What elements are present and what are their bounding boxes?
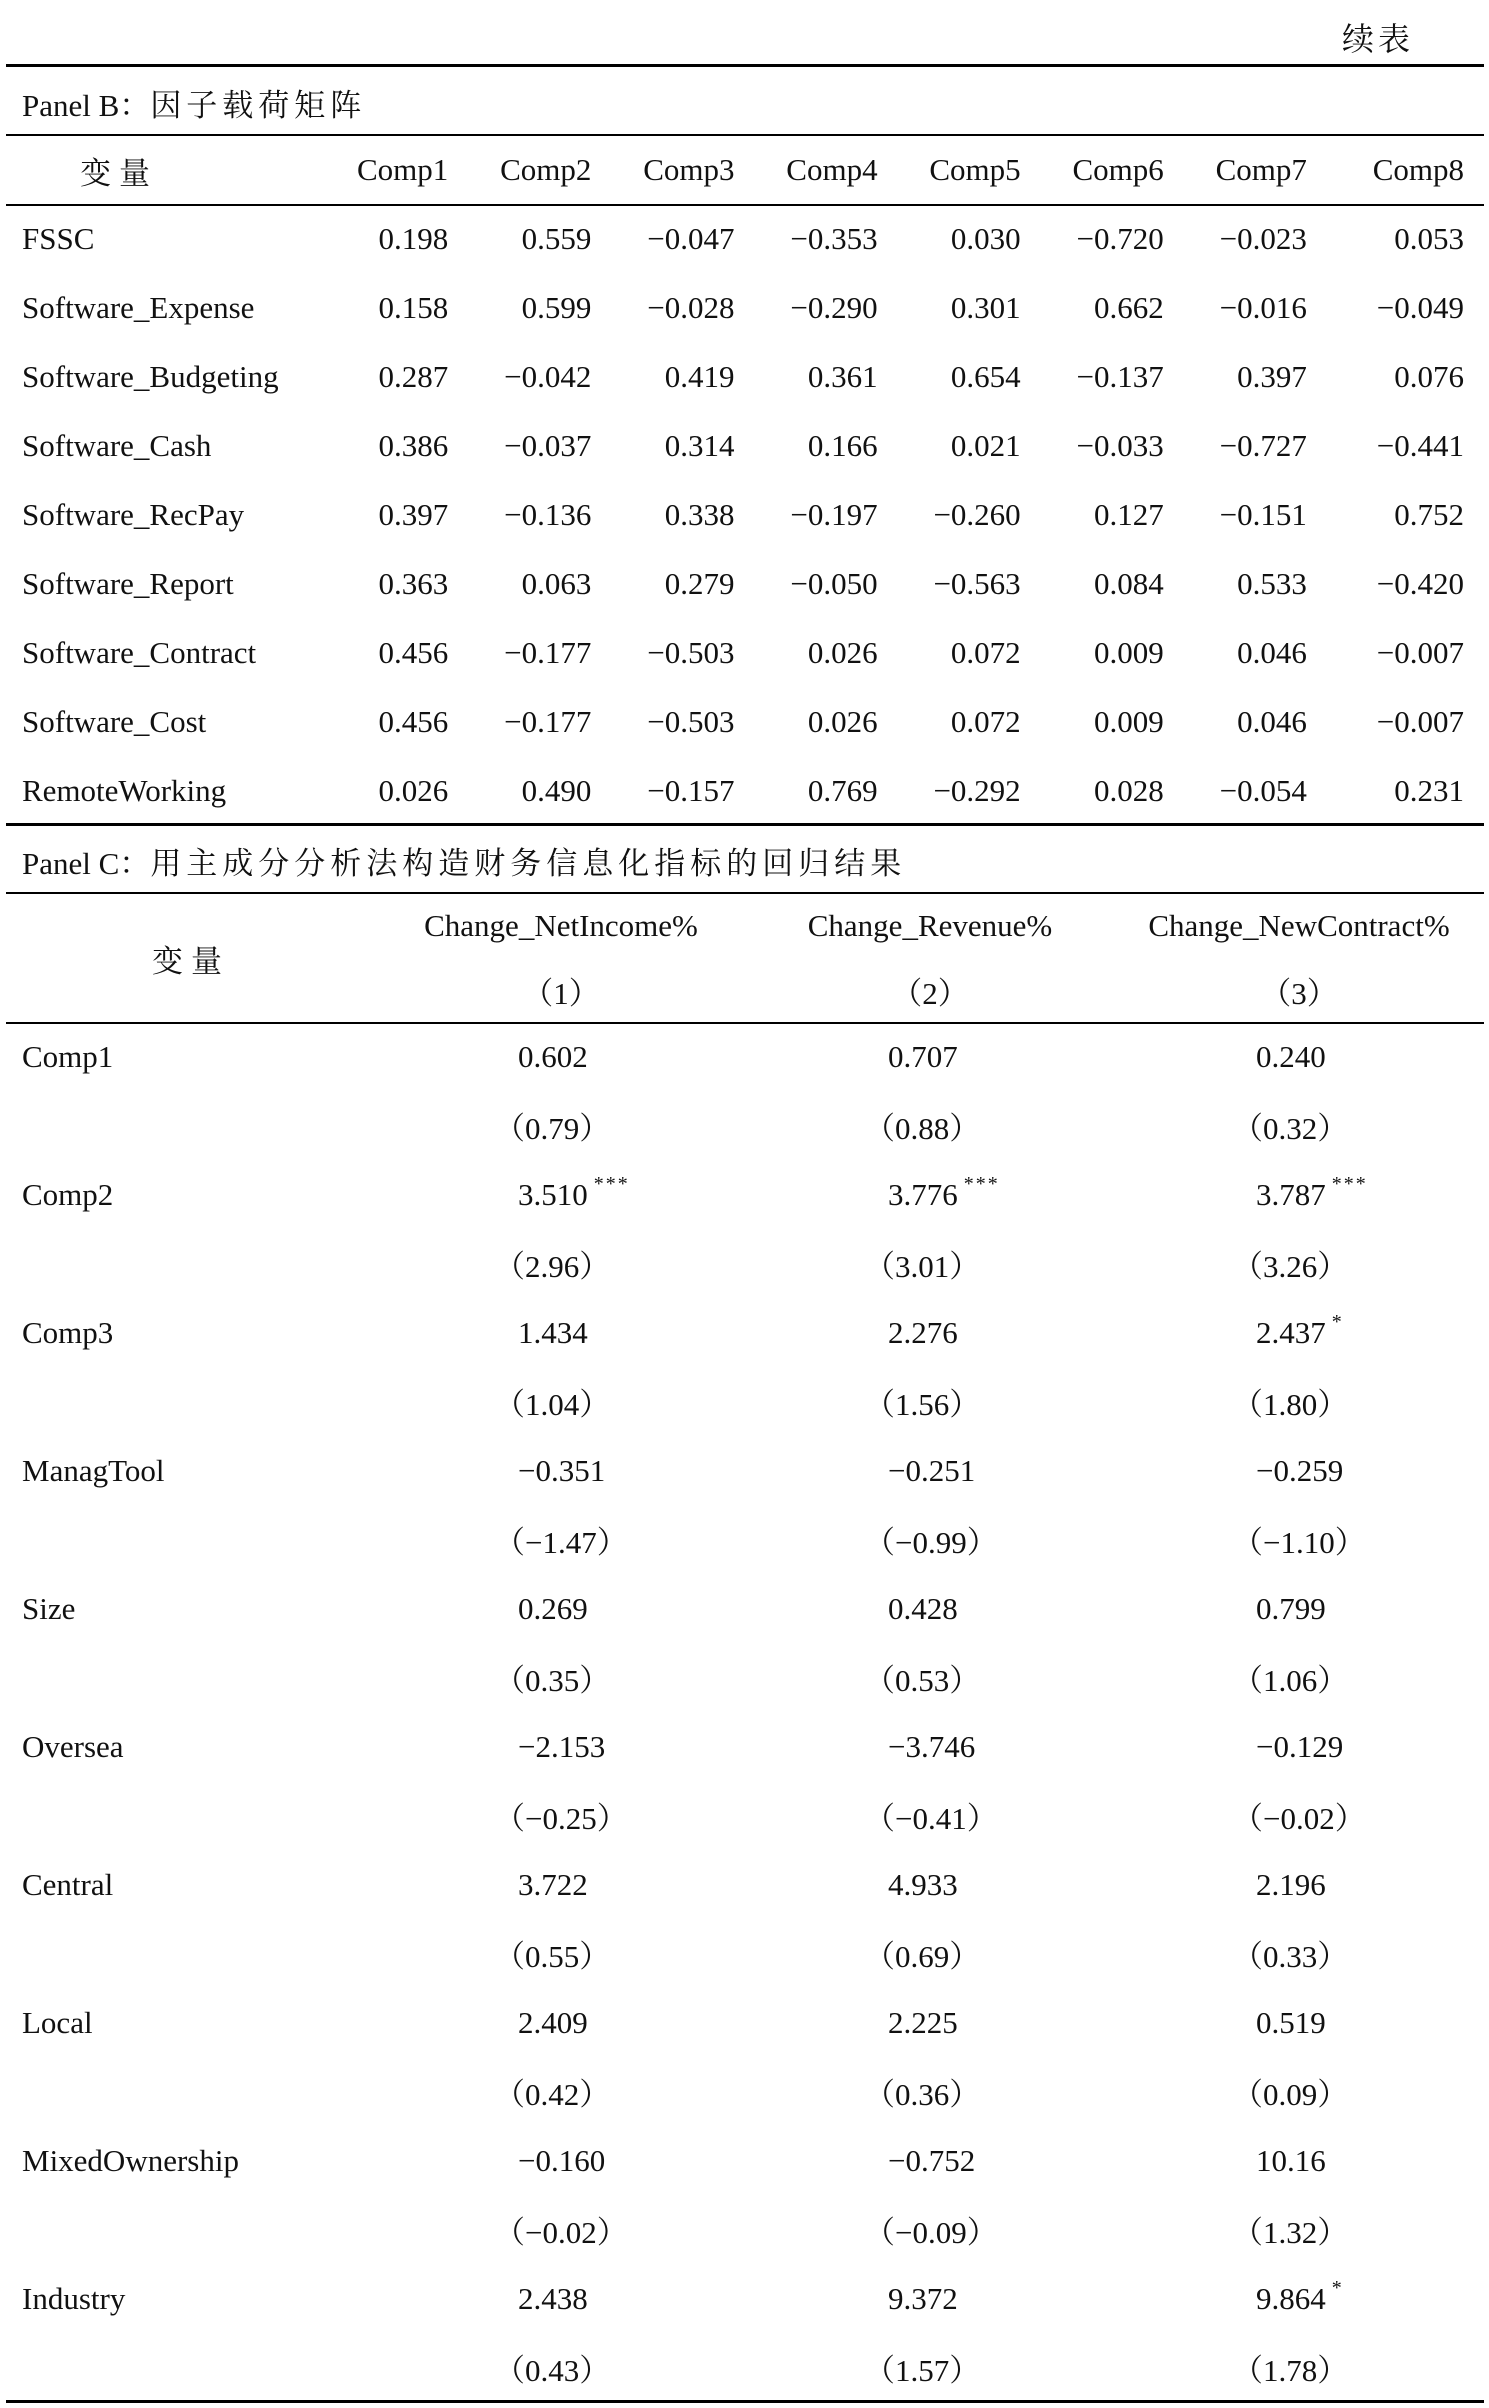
coefficient-value: 3.510	[518, 1176, 588, 1212]
coefficient-value: 0.707	[888, 1038, 958, 1074]
coefficient-cell	[746, 1022, 1114, 1091]
coefficient-row	[6, 1022, 1484, 1091]
t-statistic-cell: （0.09）	[1232, 2077, 1349, 2112]
t-statistic-cell: （−1.47）	[494, 1525, 628, 1560]
coefficient-cell	[376, 1574, 746, 1643]
t-statistic-cell: （0.36）	[864, 2077, 981, 2112]
continued-label: 续表	[1341, 21, 1414, 57]
coefficient-value: −0.351	[518, 1452, 606, 1488]
top-rule	[6, 64, 1484, 67]
t-statistic-cell: （−0.41）	[864, 1801, 998, 1836]
coefficient-row	[6, 1988, 1484, 2057]
t-statistic-row	[6, 2333, 1484, 2402]
table-row	[6, 273, 1484, 342]
row-variable-name: Software_Budgeting	[22, 358, 279, 394]
coefficient-row	[6, 1298, 1484, 1367]
t-statistic-cell: （0.43）	[494, 2353, 611, 2388]
t-statistic-cell: （0.79）	[494, 1111, 611, 1146]
loading-cell: −0.197	[790, 496, 878, 532]
significance-stars: *	[1331, 2276, 1344, 2299]
panel-c-col-name: Change_NetIncome%	[424, 908, 698, 943]
loading-cell: −0.420	[1376, 565, 1464, 601]
t-statistic-cell: （−0.02）	[494, 2215, 628, 2250]
loading-cell: 0.314	[664, 427, 735, 463]
panel-b-title	[22, 80, 366, 125]
t-statistic-cell: （0.55）	[494, 1939, 611, 1974]
coefficient-value: −0.752	[888, 2142, 976, 2178]
bottom-rule	[6, 2400, 1484, 2403]
coefficient-value: −0.160	[518, 2142, 606, 2178]
panel-b-subheader-rule	[6, 204, 1484, 206]
coefficient-value: 4.933	[888, 1866, 958, 1902]
significance-stars: ***	[963, 1172, 1000, 1195]
t-statistic-row	[6, 1505, 1484, 1574]
loading-cell: −0.054	[1219, 772, 1307, 808]
coefficient-value: 3.787	[1256, 1176, 1326, 1212]
blank-cell	[6, 1091, 376, 1160]
panel-b-title-text: 因子载荷矩阵	[150, 88, 367, 123]
loading-cell: −0.037	[504, 427, 592, 463]
loading-cell: 0.009	[1094, 703, 1164, 739]
coefficient-value: 2.409	[518, 2004, 588, 2040]
loading-cell: 0.026	[807, 703, 878, 739]
coefficient-cell	[1114, 1988, 1484, 2057]
panel-c-body	[6, 1022, 1484, 2402]
row-variable-name: MixedOwnership	[22, 2142, 239, 2178]
t-statistic-cell: （0.69）	[864, 1939, 981, 1974]
row-variable-name: Central	[22, 1866, 114, 1902]
loading-cell: −0.007	[1376, 634, 1464, 670]
loading-cell: 0.456	[378, 634, 449, 670]
blank-cell	[6, 2195, 376, 2264]
loading-cell: 0.084	[1094, 565, 1164, 601]
loading-cell: −0.290	[790, 289, 878, 325]
coefficient-value: −0.129	[1256, 1728, 1344, 1764]
loading-cell: 0.076	[1394, 358, 1464, 394]
loading-cell: 0.490	[521, 772, 592, 808]
loading-cell: 0.279	[664, 565, 735, 601]
coefficient-row	[6, 2126, 1484, 2195]
t-statistic-cell: （2.96）	[494, 1249, 611, 1284]
t-statistic-cell: （1.32）	[1232, 2215, 1349, 2250]
coefficient-cell	[746, 1436, 1114, 1505]
coefficient-value: −0.259	[1256, 1452, 1344, 1488]
blank-cell	[6, 2057, 376, 2126]
loading-cell: −0.047	[647, 220, 735, 256]
loading-cell: 0.752	[1394, 496, 1464, 532]
coefficient-cell	[746, 1712, 1114, 1781]
t-statistic-cell: （0.42）	[494, 2077, 611, 2112]
t-statistic-cell: （0.88）	[864, 1111, 981, 1146]
coefficient-value: 2.196	[1256, 1866, 1326, 1902]
factor-loading-table	[6, 136, 1484, 825]
loading-cell: −0.151	[1219, 496, 1307, 532]
row-variable-name: Oversea	[22, 1728, 124, 1764]
row-variable-name: Software_RecPay	[22, 496, 245, 532]
coefficient-value: 2.438	[518, 2280, 588, 2316]
coefficient-value: 0.240	[1256, 1038, 1326, 1074]
row-variable-name: Comp1	[22, 1038, 114, 1074]
coefficient-cell	[376, 1850, 746, 1919]
coefficient-cell	[1114, 1022, 1484, 1091]
panel-c-var-header: 变量	[152, 943, 230, 979]
panel-c-col-number: （3）	[1260, 975, 1338, 1011]
row-variable-name: Size	[22, 1590, 76, 1626]
t-statistic-cell: （3.26）	[1232, 1249, 1349, 1284]
t-statistic-cell: （1.57）	[864, 2353, 981, 2388]
loading-cell: 0.662	[1094, 289, 1164, 325]
loading-cell: 0.026	[807, 634, 878, 670]
loading-cell: 0.386	[378, 427, 449, 463]
t-statistic-row	[6, 1781, 1484, 1850]
row-variable-name: Local	[22, 2004, 93, 2040]
panel-b-bottom-rule	[6, 823, 1484, 826]
blank-cell	[6, 1367, 376, 1436]
coefficient-cell	[1114, 1712, 1484, 1781]
loading-cell: −0.563	[933, 565, 1021, 601]
t-statistic-row	[6, 2195, 1484, 2264]
regression-results-table	[6, 894, 1484, 2402]
row-variable-name: Comp2	[22, 1176, 114, 1212]
coefficient-cell	[376, 1022, 746, 1091]
table-row	[6, 204, 1484, 273]
loading-cell: 0.166	[807, 427, 878, 463]
panel-c-title	[22, 838, 906, 883]
loading-cell: 0.028	[1094, 772, 1164, 808]
coefficient-cell	[1114, 2126, 1484, 2195]
coefficient-cell	[1114, 1574, 1484, 1643]
loading-cell: −0.503	[647, 703, 735, 739]
loading-cell: 0.158	[378, 289, 449, 325]
loading-cell: 0.361	[807, 358, 878, 394]
coefficient-value: 1.434	[518, 1314, 588, 1350]
panel-b-col-header: Comp1	[357, 152, 449, 187]
panel-c-header-row	[6, 894, 1484, 958]
panel-c-prefix: Panel C：	[22, 846, 151, 881]
coefficient-value: 9.372	[888, 2280, 958, 2316]
panel-b-body	[6, 204, 1484, 825]
coefficient-value: 9.864	[1256, 2280, 1326, 2316]
coefficient-cell	[376, 2126, 746, 2195]
coefficient-cell	[376, 1160, 746, 1229]
coefficient-value: 0.799	[1256, 1590, 1326, 1626]
coefficient-value: 2.437	[1256, 1314, 1326, 1350]
panel-b-var-header: 变量	[80, 155, 159, 191]
t-statistic-row	[6, 1091, 1484, 1160]
loading-cell: −0.007	[1376, 703, 1464, 739]
t-statistic-cell: （−0.02）	[1232, 1801, 1366, 1836]
loading-cell: −0.177	[504, 634, 592, 670]
blank-cell	[6, 1781, 376, 1850]
row-variable-name: RemoteWorking	[22, 772, 227, 808]
t-statistic-cell: （−0.25）	[494, 1801, 628, 1836]
loading-cell: 0.030	[950, 220, 1021, 256]
t-statistic-row	[6, 1229, 1484, 1298]
blank-cell	[6, 2333, 376, 2402]
loading-cell: −0.028	[647, 289, 735, 325]
t-statistic-row	[6, 2057, 1484, 2126]
coefficient-cell	[746, 1160, 1114, 1229]
loading-cell: 0.363	[378, 565, 449, 601]
t-statistic-cell: （0.33）	[1232, 1939, 1349, 1974]
row-variable-name: Software_Report	[22, 565, 234, 601]
loading-cell: −0.050	[790, 565, 878, 601]
coefficient-cell	[1114, 1298, 1484, 1367]
coefficient-value: 0.602	[518, 1038, 588, 1074]
loading-cell: −0.136	[504, 496, 592, 532]
loading-cell: −0.023	[1219, 220, 1307, 256]
row-variable-name: Software_Cost	[22, 703, 207, 739]
coefficient-row	[6, 1850, 1484, 1919]
loading-cell: 0.053	[1394, 220, 1464, 256]
t-statistic-cell: （1.06）	[1232, 1663, 1349, 1698]
significance-stars: *	[1331, 1310, 1344, 1333]
coefficient-cell	[1114, 2264, 1484, 2333]
t-statistic-row	[6, 1643, 1484, 1712]
coefficient-cell	[376, 1436, 746, 1505]
loading-cell: −0.049	[1376, 289, 1464, 325]
coefficient-row	[6, 1436, 1484, 1505]
loading-cell: 0.301	[950, 289, 1021, 325]
coefficient-cell	[746, 1574, 1114, 1643]
loading-cell: −0.503	[647, 634, 735, 670]
loading-cell: −0.177	[504, 703, 592, 739]
blank-cell	[6, 1229, 376, 1298]
coefficient-value: 0.428	[888, 1590, 958, 1626]
loading-cell: 0.009	[1094, 634, 1164, 670]
coefficient-value: −3.746	[888, 1728, 976, 1764]
loading-cell: −0.260	[933, 496, 1021, 532]
panel-c-col-name: Change_Revenue%	[807, 908, 1053, 943]
coefficient-value: 2.225	[888, 2004, 958, 2040]
coefficient-cell	[746, 1988, 1114, 2057]
t-statistic-cell: （3.01）	[864, 1249, 981, 1284]
loading-cell: 0.063	[521, 565, 592, 601]
coefficient-value: −2.153	[518, 1728, 606, 1764]
significance-stars: ***	[1331, 1172, 1368, 1195]
row-variable-name: Industry	[22, 2280, 126, 2316]
panel-b-col-header: Comp2	[500, 152, 592, 187]
panel-c-title-text: 用主成分分析法构造财务信息化指标的回归结果	[150, 846, 907, 881]
coefficient-cell	[376, 1988, 746, 2057]
loading-cell: 0.046	[1237, 634, 1307, 670]
loading-cell: −0.720	[1076, 220, 1164, 256]
coefficient-row	[6, 2264, 1484, 2333]
t-statistic-cell: （0.32）	[1232, 1111, 1349, 1146]
loading-cell: −0.353	[790, 220, 878, 256]
loading-cell: 0.397	[1237, 358, 1307, 394]
blank-cell	[6, 1643, 376, 1712]
loading-cell: −0.016	[1219, 289, 1307, 325]
coefficient-cell	[376, 2264, 746, 2333]
row-variable-name: FSSC	[22, 220, 95, 256]
coefficient-value: 0.269	[518, 1590, 588, 1626]
loading-cell: 0.559	[521, 220, 592, 256]
coefficient-cell	[746, 2126, 1114, 2195]
coefficient-value: 3.776	[888, 1176, 958, 1212]
table-row	[6, 687, 1484, 756]
table-row	[6, 411, 1484, 480]
loading-cell: −0.441	[1376, 427, 1464, 463]
panel-b-col-header: Comp8	[1372, 152, 1464, 187]
panel-b-header-row	[6, 136, 1484, 204]
t-statistic-row	[6, 1919, 1484, 1988]
panel-c-col-name: Change_NewContract%	[1148, 908, 1450, 943]
loading-cell: 0.599	[521, 289, 592, 325]
loading-cell: 0.456	[378, 703, 449, 739]
loading-cell: −0.137	[1076, 358, 1164, 394]
t-statistic-row	[6, 1367, 1484, 1436]
loading-cell: 0.046	[1237, 703, 1307, 739]
coefficient-value: −0.251	[888, 1452, 976, 1488]
loading-cell: 0.127	[1094, 496, 1164, 532]
coefficient-row	[6, 1574, 1484, 1643]
t-statistic-cell: （1.04）	[494, 1387, 611, 1422]
loading-cell: 0.419	[664, 358, 735, 394]
coefficient-cell	[1114, 1436, 1484, 1505]
t-statistic-cell: （−0.99）	[864, 1525, 998, 1560]
blank-cell	[6, 1505, 376, 1574]
row-variable-name: Software_Contract	[22, 634, 257, 670]
t-statistic-cell: （0.53）	[864, 1663, 981, 1698]
table-row	[6, 549, 1484, 618]
loading-cell: 0.397	[378, 496, 449, 532]
panel-c-col-number: （1）	[522, 975, 600, 1011]
coefficient-cell	[1114, 1160, 1484, 1229]
table-row	[6, 756, 1484, 825]
loading-cell: −0.033	[1076, 427, 1164, 463]
table-row	[6, 342, 1484, 411]
loading-cell: 0.287	[378, 358, 449, 394]
coefficient-cell	[746, 1298, 1114, 1367]
panel-b-col-header: Comp5	[929, 152, 1021, 187]
loading-cell: 0.072	[950, 703, 1021, 739]
coefficient-value: 10.16	[1256, 2142, 1326, 2178]
panel-b-col-header: Comp3	[643, 152, 735, 187]
blank-cell	[6, 1919, 376, 1988]
coefficient-cell	[1114, 1850, 1484, 1919]
row-variable-name: Software_Expense	[22, 289, 255, 325]
coefficient-value: 2.276	[888, 1314, 958, 1350]
loading-cell: −0.727	[1219, 427, 1307, 463]
row-variable-name: Software_Cash	[22, 427, 212, 463]
table-row	[6, 480, 1484, 549]
coefficient-value: 3.722	[518, 1866, 588, 1902]
coefficient-cell	[376, 1712, 746, 1781]
coefficient-row	[6, 1160, 1484, 1229]
t-statistic-cell: （0.35）	[494, 1663, 611, 1698]
loading-cell: 0.026	[378, 772, 449, 808]
coefficient-cell	[746, 1850, 1114, 1919]
panel-b-col-header: Comp7	[1215, 152, 1307, 187]
t-statistic-cell: （1.56）	[864, 1387, 981, 1422]
coefficient-cell	[376, 1298, 746, 1367]
loading-cell: 0.533	[1237, 565, 1307, 601]
loading-cell: 0.072	[950, 634, 1021, 670]
loading-cell: 0.769	[807, 772, 878, 808]
loading-cell: 0.231	[1394, 772, 1464, 808]
table-row	[6, 618, 1484, 687]
significance-stars: ***	[593, 1172, 630, 1195]
loading-cell: 0.338	[664, 496, 735, 532]
loading-cell: 0.021	[950, 427, 1021, 463]
t-statistic-cell: （−1.10）	[1232, 1525, 1366, 1560]
panel-b-col-header: Comp6	[1072, 152, 1164, 187]
t-statistic-cell: （−0.09）	[864, 2215, 998, 2250]
t-statistic-cell: （1.80）	[1232, 1387, 1349, 1422]
loading-cell: −0.042	[504, 358, 592, 394]
row-variable-name: ManagTool	[22, 1452, 165, 1488]
coefficient-value: 0.519	[1256, 2004, 1326, 2040]
loading-cell: 0.198	[378, 220, 449, 256]
coefficient-row	[6, 1712, 1484, 1781]
row-variable-name: Comp3	[22, 1314, 114, 1350]
panel-b-col-header: Comp4	[786, 152, 878, 187]
t-statistic-cell: （1.78）	[1232, 2353, 1349, 2388]
panel-b-prefix: Panel B：	[22, 88, 151, 123]
coefficient-cell	[746, 2264, 1114, 2333]
loading-cell: −0.157	[647, 772, 735, 808]
panel-c-col-number: （2）	[891, 975, 969, 1011]
loading-cell: 0.654	[950, 358, 1021, 394]
loading-cell: −0.292	[933, 772, 1021, 808]
panel-c-subheader-rule	[6, 1022, 1484, 1024]
